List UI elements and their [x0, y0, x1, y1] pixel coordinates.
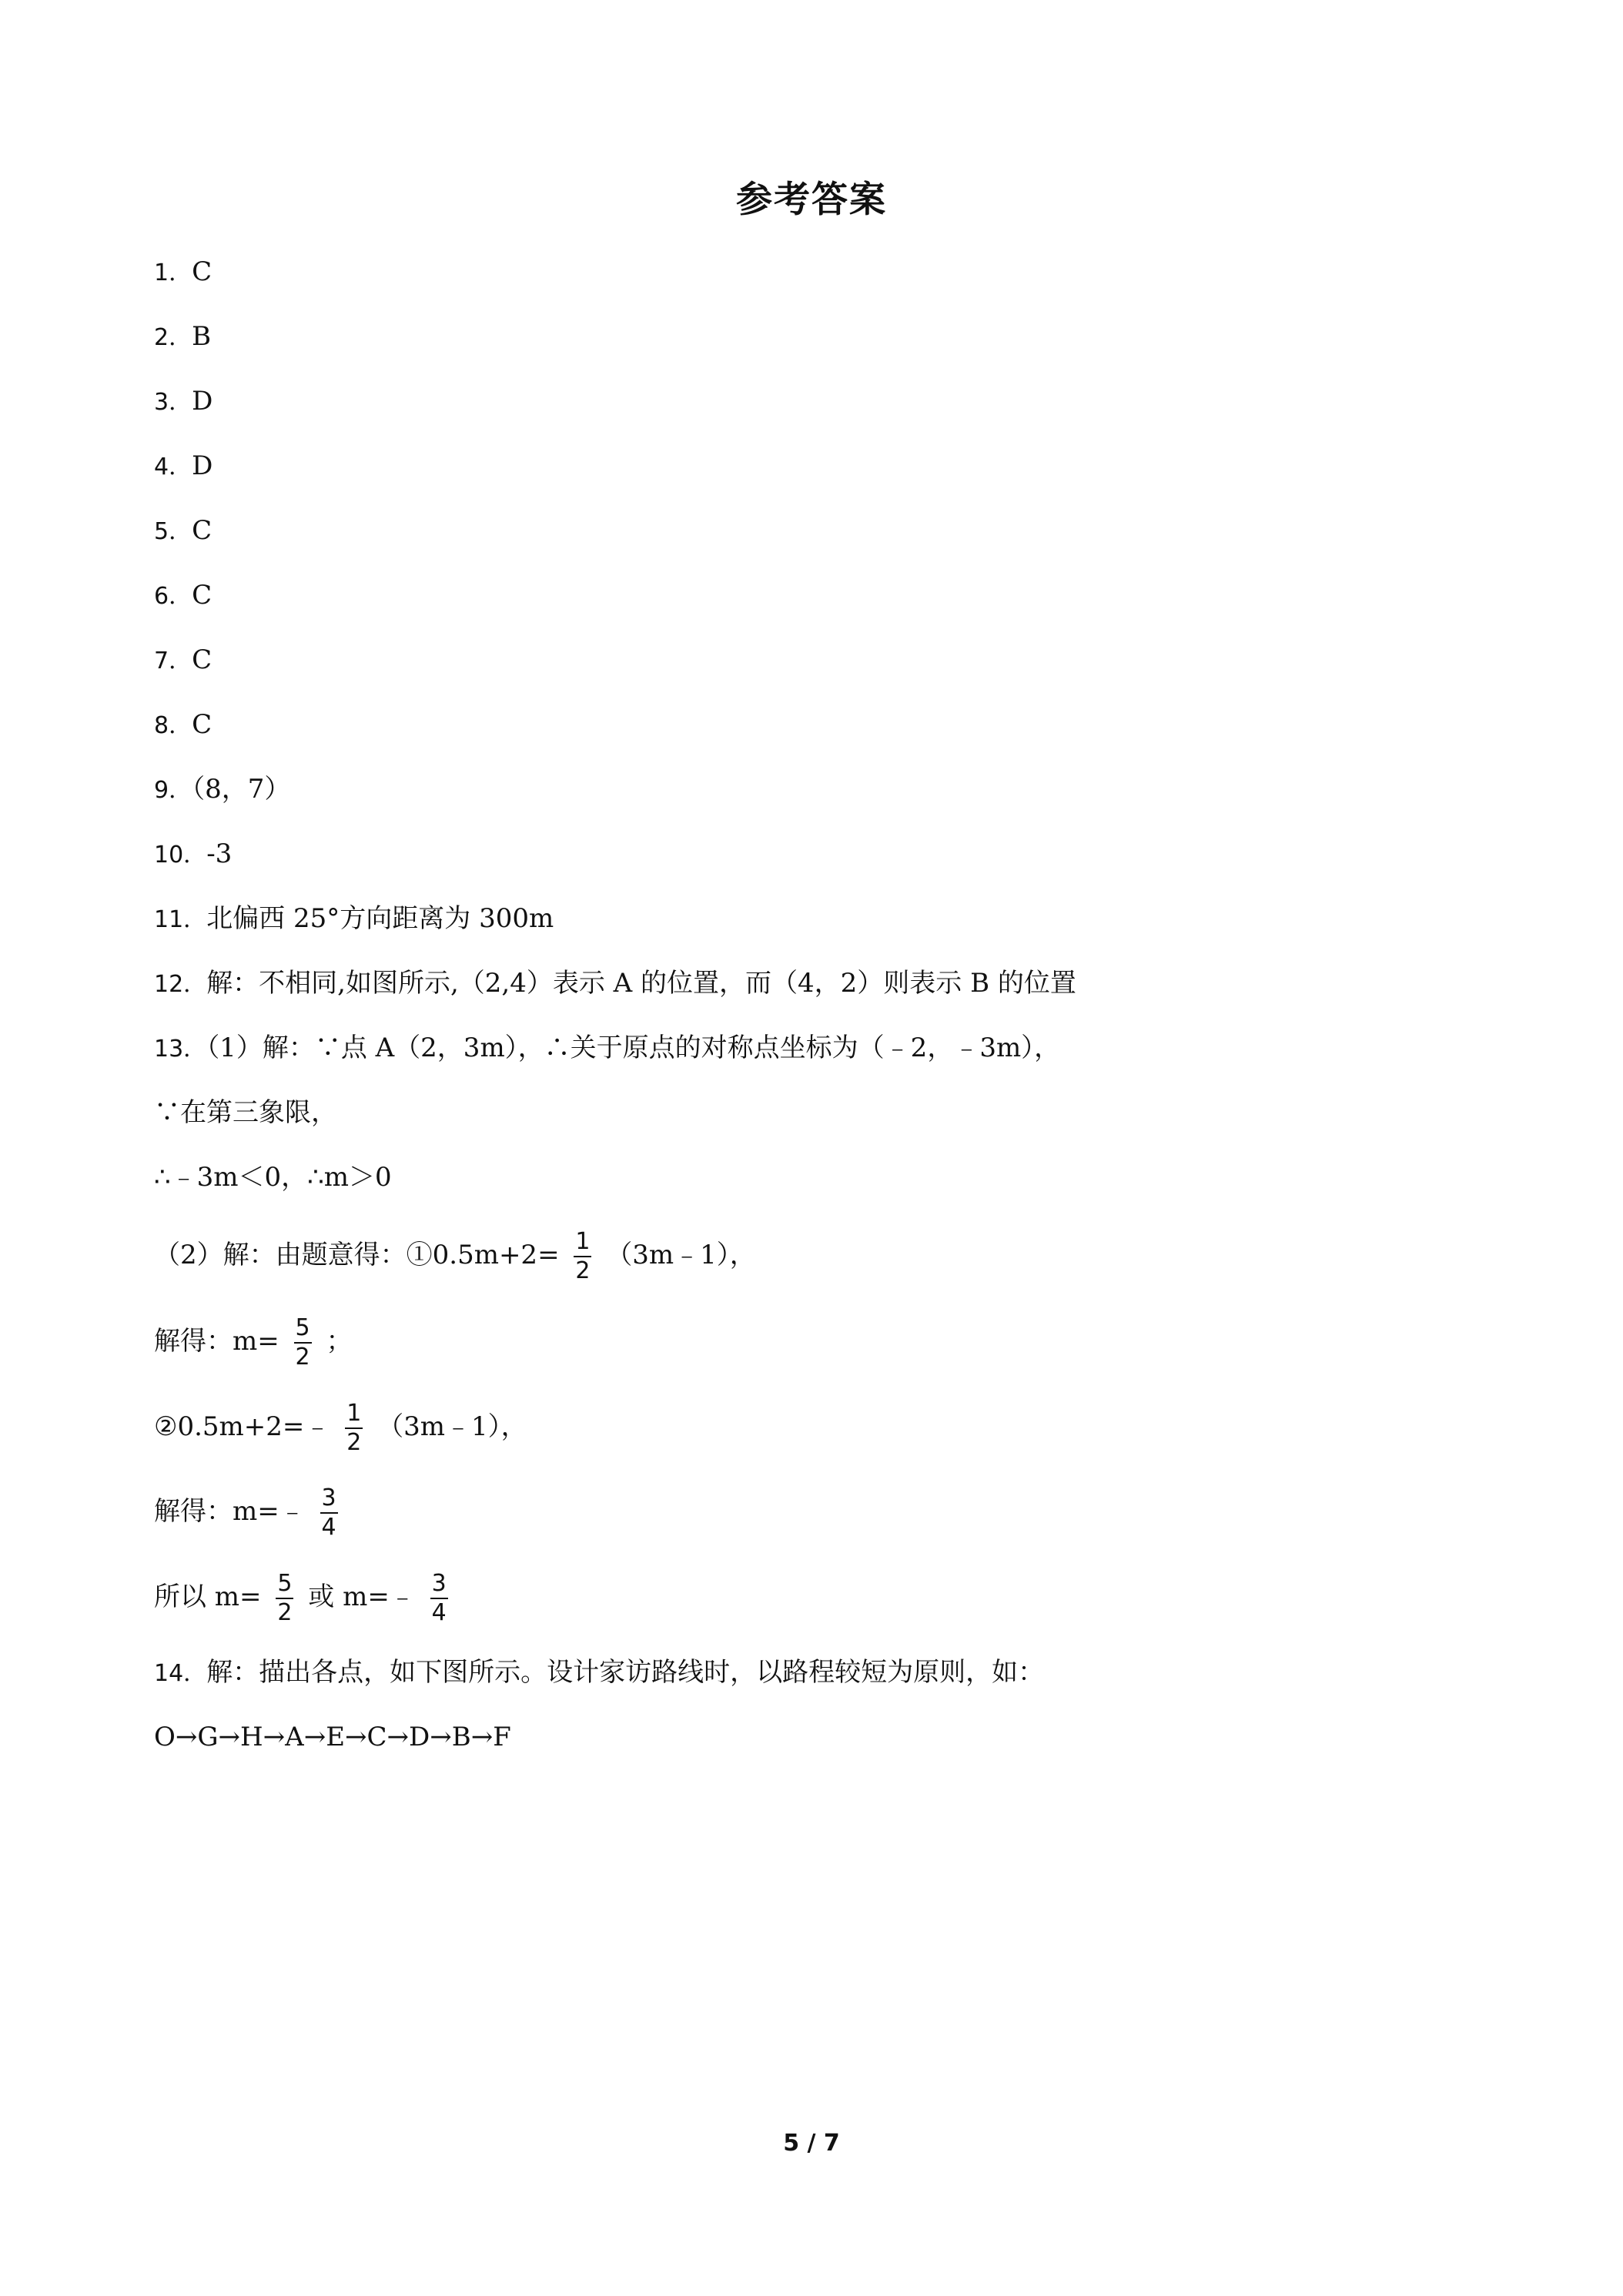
answer-10 — [154, 835, 232, 875]
answer-number: 11． — [154, 906, 207, 933]
answer-number: 3． — [154, 389, 192, 416]
answer-text: C — [192, 644, 212, 675]
numerator: 5 — [294, 1314, 312, 1344]
answer-13 — [154, 1029, 1060, 1069]
answer-text: C — [192, 709, 212, 740]
answer-9 — [154, 770, 290, 810]
q13-line-6 — [154, 1400, 527, 1457]
q13-line-2: ∵在第三象限， — [154, 1097, 337, 1128]
answer-number: 1． — [154, 259, 192, 286]
equation-text: （3m﹣1）， — [606, 1240, 756, 1270]
answer-number: 4． — [154, 454, 192, 480]
denominator: 4 — [431, 1599, 447, 1626]
fraction — [345, 1400, 363, 1457]
fraction — [320, 1484, 338, 1541]
answer-number: 5． — [154, 518, 192, 545]
equation-text: 或 m=﹣ — [308, 1581, 416, 1612]
fraction — [430, 1570, 448, 1627]
answer-text: 解：不相同,如图所示,（2,4）表示 A 的位置，而（4，2）则表示 B 的位置 — [206, 968, 1076, 999]
answer-text: 北偏西 25°方向距离为 300m — [206, 903, 554, 934]
q13-line-5 — [154, 1314, 352, 1371]
answer-12 — [154, 964, 1076, 1004]
denominator: 2 — [346, 1429, 362, 1456]
numerator: 1 — [345, 1400, 363, 1429]
answer-14 — [154, 1653, 1044, 1693]
answer-number: 6． — [154, 583, 192, 610]
equation-text: 解得：m=﹣ — [154, 1496, 306, 1527]
denominator: 2 — [277, 1599, 293, 1626]
answer-text: 解：描出各点，如下图所示。设计家访路线时，以路程较短为原则，如： — [206, 1657, 1045, 1688]
equation-text: ； — [326, 1326, 353, 1357]
q13-line-7 — [154, 1484, 344, 1541]
page-number: 5 / 7 — [783, 2130, 840, 2157]
q13-line-4 — [154, 1228, 756, 1285]
fraction — [574, 1228, 591, 1285]
answer-text: （1）解：∵点 A（2，3m），∴关于原点的对称点坐标为（﹣2，﹣3m）， — [206, 1033, 1061, 1063]
answer-6 — [154, 576, 212, 616]
numerator: 3 — [320, 1484, 338, 1514]
q13-line-8 — [154, 1570, 454, 1627]
answer-3 — [154, 382, 212, 422]
answer-8 — [154, 705, 212, 745]
equation-text: ②0.5m+2=﹣ — [154, 1411, 331, 1442]
answer-text: D — [192, 386, 213, 417]
answer-4 — [154, 447, 212, 487]
denominator: 4 — [321, 1514, 336, 1541]
denominator: 2 — [575, 1257, 591, 1284]
answer-number: 10． — [154, 842, 207, 869]
numerator: 3 — [430, 1570, 448, 1599]
answer-number: 9． — [154, 777, 192, 804]
answer-text: C — [192, 256, 212, 287]
answer-2 — [154, 317, 211, 357]
answer-number: 2． — [154, 324, 192, 351]
q13-line-3: ∴﹣3m＜0，∴m＞0 — [154, 1162, 392, 1193]
answer-number: 8． — [154, 712, 192, 739]
answer-text: D — [192, 450, 213, 481]
answer-text: C — [192, 515, 212, 546]
answer-text: （8，7） — [192, 774, 291, 805]
answer-1 — [154, 253, 212, 293]
answer-5 — [154, 511, 212, 551]
equation-text: 所以 m= — [154, 1581, 262, 1612]
answer-text: -3 — [206, 838, 233, 869]
numerator: 1 — [574, 1228, 591, 1257]
equation-text: 解得：m= — [154, 1326, 279, 1357]
equation-text: （3m﹣1）， — [377, 1411, 527, 1442]
fraction — [276, 1570, 293, 1627]
equation-text: （2）解：由题意得：①0.5m+2= — [154, 1240, 560, 1270]
answer-number: 14． — [154, 1660, 207, 1687]
answer-7 — [154, 641, 212, 681]
fraction — [294, 1314, 312, 1371]
numerator: 5 — [276, 1570, 293, 1599]
answer-11 — [154, 899, 554, 939]
answer-number: 12． — [154, 971, 207, 998]
q14-route: O→G→H→A→E→C→D→B→F — [154, 1722, 511, 1752]
answer-number: 7． — [154, 648, 192, 674]
page-title: 参考答案 — [736, 179, 887, 221]
denominator: 2 — [295, 1344, 310, 1371]
answer-text: C — [192, 580, 212, 611]
answer-number: 13． — [154, 1036, 207, 1063]
answer-text: B — [192, 321, 212, 352]
